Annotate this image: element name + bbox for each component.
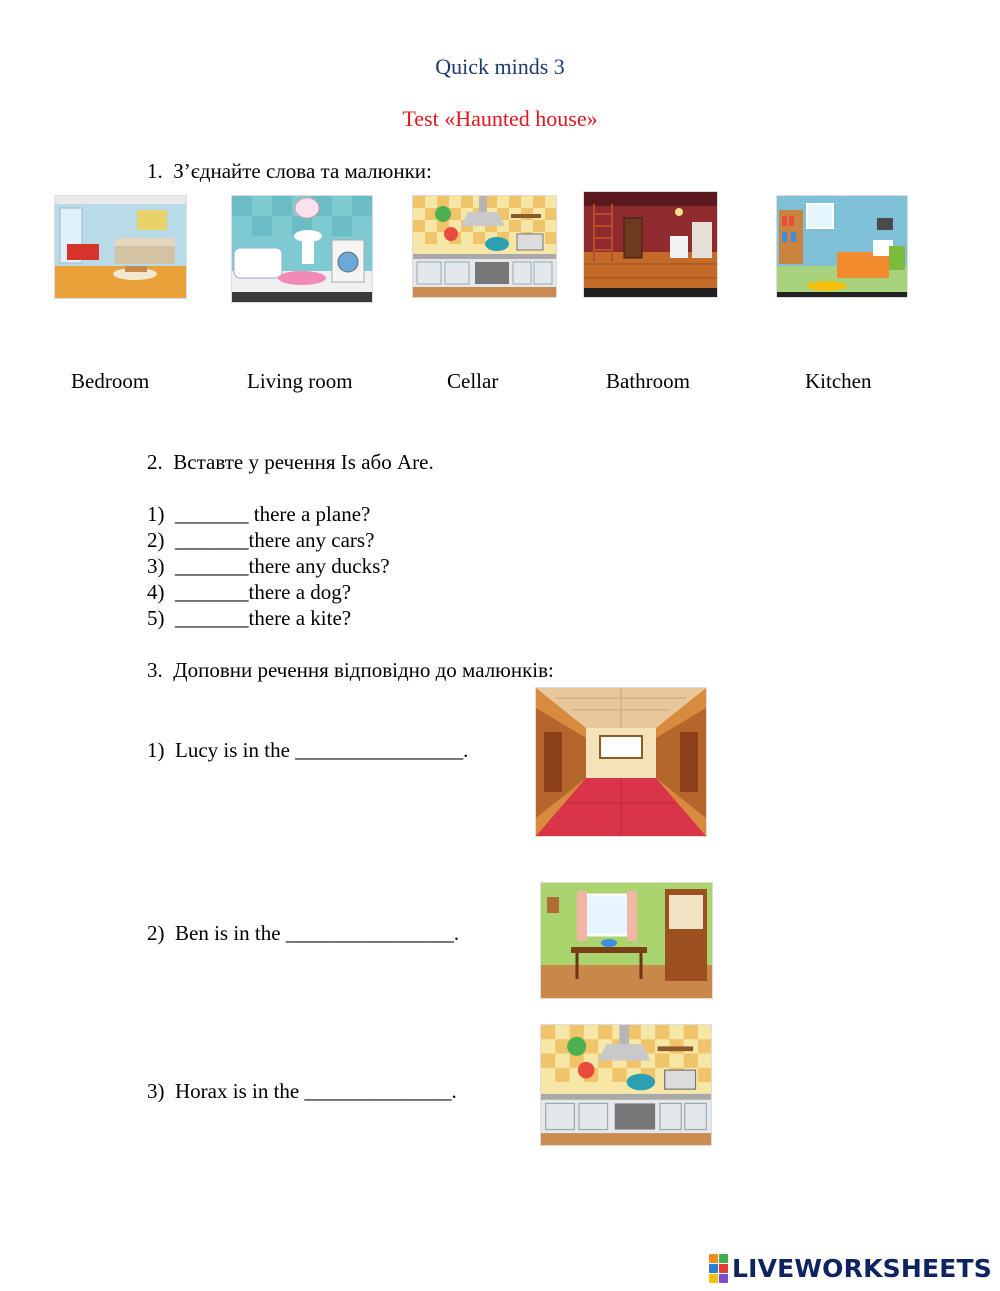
item-text[interactable]: Lucy is in the ________________. [175, 738, 469, 762]
word-kitchen[interactable]: Kitchen [805, 369, 872, 393]
logo-square [719, 1264, 728, 1273]
item-number: 4) [147, 580, 165, 604]
logo-square [719, 1274, 728, 1283]
logo-square [719, 1254, 728, 1263]
task2-item[interactable] [147, 580, 351, 605]
task2-item[interactable] [147, 554, 390, 579]
item-text[interactable]: _______there any cars? [175, 528, 375, 552]
item-number: 2) [147, 921, 165, 945]
dining-room-picture [540, 882, 713, 999]
item-text[interactable]: Ben is in the ________________. [175, 921, 460, 945]
item-text[interactable]: _______there any ducks? [175, 554, 390, 578]
task3-item[interactable] [147, 738, 468, 763]
task2-instruction: Вставте у речення Is або Are. [173, 450, 434, 474]
kitchen-picture-2 [540, 1024, 712, 1146]
task2-heading [147, 450, 434, 475]
word-cellar[interactable]: Cellar [447, 369, 499, 393]
worksheet-title: Quick minds 3 [435, 54, 565, 79]
logo-square [709, 1274, 718, 1283]
bathroom-picture[interactable] [231, 195, 373, 303]
word-bathroom[interactable]: Bathroom [606, 369, 690, 393]
liveworksheets-logo [709, 1254, 992, 1283]
word-living-room[interactable]: Living room [247, 369, 353, 393]
task2-number: 2. [147, 450, 163, 474]
item-number: 3) [147, 554, 165, 578]
task1-instruction: З’єднайте слова та малюнки: [173, 159, 432, 183]
item-text[interactable]: _______there a dog? [175, 580, 352, 604]
task1-heading [147, 159, 432, 184]
logo-squares-icon [709, 1254, 728, 1283]
task2-item[interactable] [147, 502, 370, 527]
living-room-picture[interactable] [54, 195, 187, 299]
task3-item[interactable] [147, 1079, 457, 1104]
hall-picture [535, 687, 707, 837]
logo-square [709, 1264, 718, 1273]
task3-instruction: Доповни речення відповідно до малюнків: [173, 658, 554, 682]
cellar-picture[interactable] [583, 191, 718, 298]
worksheet-subtitle: Test «Haunted house» [402, 106, 598, 131]
task3-heading [147, 658, 554, 683]
bedroom-picture[interactable] [776, 195, 908, 298]
item-number: 2) [147, 528, 165, 552]
item-number: 1) [147, 738, 165, 762]
kitchen-picture[interactable] [412, 195, 557, 298]
logo-square [709, 1254, 718, 1263]
word-bedroom[interactable]: Bedroom [71, 369, 150, 393]
item-text[interactable]: _______there a kite? [175, 606, 352, 630]
task3-item[interactable] [147, 921, 459, 946]
item-text[interactable]: Horax is in the ______________. [175, 1079, 457, 1103]
brand-name: LIVEWORKSHEETS [731, 1254, 992, 1283]
item-number: 5) [147, 606, 165, 630]
task3-number: 3. [147, 658, 163, 682]
task2-item[interactable] [147, 606, 351, 631]
item-text[interactable]: _______ there a plane? [175, 502, 371, 526]
task2-item[interactable] [147, 528, 374, 553]
item-number: 1) [147, 502, 165, 526]
item-number: 3) [147, 1079, 165, 1103]
task1-number: 1. [147, 159, 163, 183]
